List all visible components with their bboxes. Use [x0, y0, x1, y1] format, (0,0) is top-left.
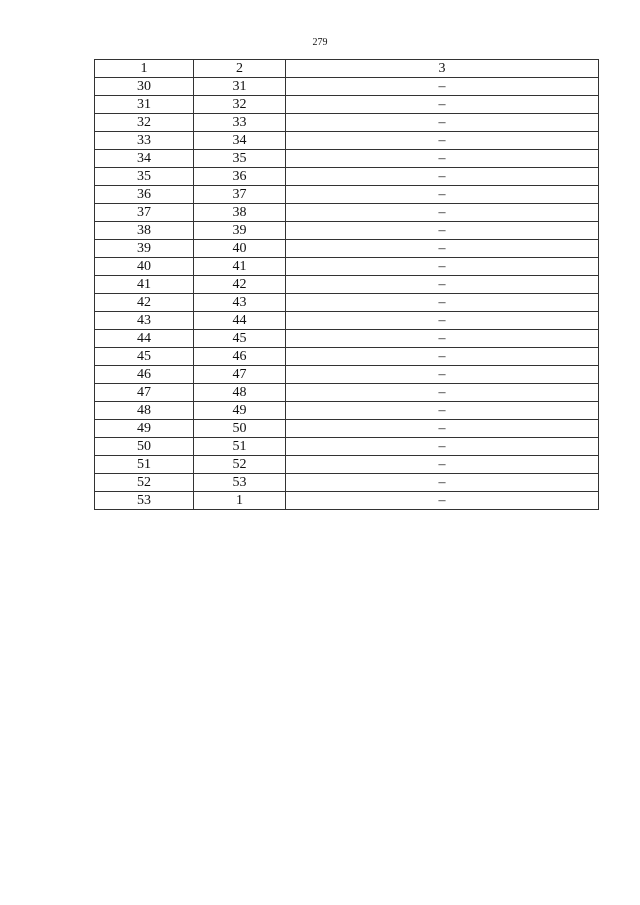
- table-cell-col-1: 39: [95, 240, 194, 258]
- table-cell-col-3: –: [286, 78, 599, 96]
- table-cell-col-1: 36: [95, 186, 194, 204]
- table-row: [95, 384, 599, 402]
- table-cell-col-1: 44: [95, 330, 194, 348]
- table-row: [95, 276, 599, 294]
- table-cell-col-1: 41: [95, 276, 194, 294]
- table-cell-col-2: 41: [194, 258, 286, 276]
- table-row: [95, 204, 599, 222]
- table-row: [95, 222, 599, 240]
- table-cell-col-2: 52: [194, 456, 286, 474]
- table-cell-col-2: 46: [194, 348, 286, 366]
- table-cell-col-1: 52: [95, 474, 194, 492]
- table-cell-col-1: 50: [95, 438, 194, 456]
- table-cell-col-3: –: [286, 366, 599, 384]
- table-cell-col-1: 40: [95, 258, 194, 276]
- table-cell-col-2: 45: [194, 330, 286, 348]
- table-cell-col-1: 38: [95, 222, 194, 240]
- table-cell-col-3: –: [286, 456, 599, 474]
- table-row: [95, 114, 599, 132]
- table-cell-col-1: 33: [95, 132, 194, 150]
- table-cell-col-2: 36: [194, 168, 286, 186]
- table-row: [95, 132, 599, 150]
- table-cell-col-2: 37: [194, 186, 286, 204]
- table-cell-col-2: 53: [194, 474, 286, 492]
- table-cell-col-2: 50: [194, 420, 286, 438]
- table-cell-col-3: –: [286, 150, 599, 168]
- column-header-3: 3: [286, 60, 599, 78]
- table-row: [95, 240, 599, 258]
- table-row: [95, 420, 599, 438]
- table-row: [95, 186, 599, 204]
- table-cell-col-2: 1: [194, 492, 286, 510]
- table-cell-col-2: 38: [194, 204, 286, 222]
- table-row: [95, 258, 599, 276]
- data-table: [94, 59, 599, 510]
- table-cell-col-3: –: [286, 114, 599, 132]
- table-cell-col-3: –: [286, 438, 599, 456]
- table-cell-col-2: 40: [194, 240, 286, 258]
- table-cell-col-2: 48: [194, 384, 286, 402]
- table-cell-col-2: 39: [194, 222, 286, 240]
- table-row: [95, 456, 599, 474]
- table-cell-col-3: –: [286, 222, 599, 240]
- table-cell-col-1: 46: [95, 366, 194, 384]
- table-cell-col-1: 32: [95, 114, 194, 132]
- table-cell-col-3: –: [286, 294, 599, 312]
- table-row: [95, 330, 599, 348]
- table-cell-col-3: –: [286, 384, 599, 402]
- table-cell-col-3: –: [286, 474, 599, 492]
- table-cell-col-1: 37: [95, 204, 194, 222]
- table-cell-col-2: 35: [194, 150, 286, 168]
- table-cell-col-3: –: [286, 168, 599, 186]
- table-row: [95, 402, 599, 420]
- table-cell-col-1: 49: [95, 420, 194, 438]
- table-cell-col-1: 35: [95, 168, 194, 186]
- table-cell-col-1: 43: [95, 312, 194, 330]
- table-cell-col-2: 34: [194, 132, 286, 150]
- table-cell-col-1: 51: [95, 456, 194, 474]
- table-row: [95, 492, 599, 510]
- table-cell-col-3: –: [286, 204, 599, 222]
- table-cell-col-2: 47: [194, 366, 286, 384]
- table-cell-col-2: 42: [194, 276, 286, 294]
- table-cell-col-2: 49: [194, 402, 286, 420]
- table-cell-col-3: –: [286, 258, 599, 276]
- table-cell-col-3: –: [286, 132, 599, 150]
- table-cell-col-2: 51: [194, 438, 286, 456]
- table-cell-col-1: 53: [95, 492, 194, 510]
- table-row: [95, 348, 599, 366]
- table-cell-col-1: 31: [95, 96, 194, 114]
- table-cell-col-2: 33: [194, 114, 286, 132]
- table-cell-col-1: 45: [95, 348, 194, 366]
- table-cell-col-3: –: [286, 348, 599, 366]
- table-cell-col-2: 44: [194, 312, 286, 330]
- table-cell-col-3: –: [286, 240, 599, 258]
- page-number: 279: [312, 37, 328, 48]
- table-row: [95, 366, 599, 384]
- table-header-row: [95, 60, 599, 78]
- table-cell-col-1: 47: [95, 384, 194, 402]
- table-cell-col-2: 32: [194, 96, 286, 114]
- column-header-2: 2: [194, 60, 286, 78]
- table-cell-col-2: 43: [194, 294, 286, 312]
- table-cell-col-3: –: [286, 330, 599, 348]
- table-cell-col-3: –: [286, 186, 599, 204]
- table-cell-col-1: 48: [95, 402, 194, 420]
- table-cell-col-1: 30: [95, 78, 194, 96]
- table-row: [95, 96, 599, 114]
- table-row: [95, 438, 599, 456]
- table-row: [95, 312, 599, 330]
- table-cell-col-3: –: [286, 96, 599, 114]
- table-cell-col-1: 42: [95, 294, 194, 312]
- table-cell-col-3: –: [286, 492, 599, 510]
- table-row: [95, 474, 599, 492]
- table-row: [95, 168, 599, 186]
- table-row: [95, 150, 599, 168]
- table-cell-col-3: –: [286, 312, 599, 330]
- table-cell-col-3: –: [286, 420, 599, 438]
- column-header-1: 1: [95, 60, 194, 78]
- table-row: [95, 294, 599, 312]
- table-cell-col-3: –: [286, 276, 599, 294]
- table-cell-col-2: 31: [194, 78, 286, 96]
- table-row: [95, 78, 599, 96]
- table-cell-col-1: 34: [95, 150, 194, 168]
- table-cell-col-3: –: [286, 402, 599, 420]
- table-body: [95, 78, 599, 510]
